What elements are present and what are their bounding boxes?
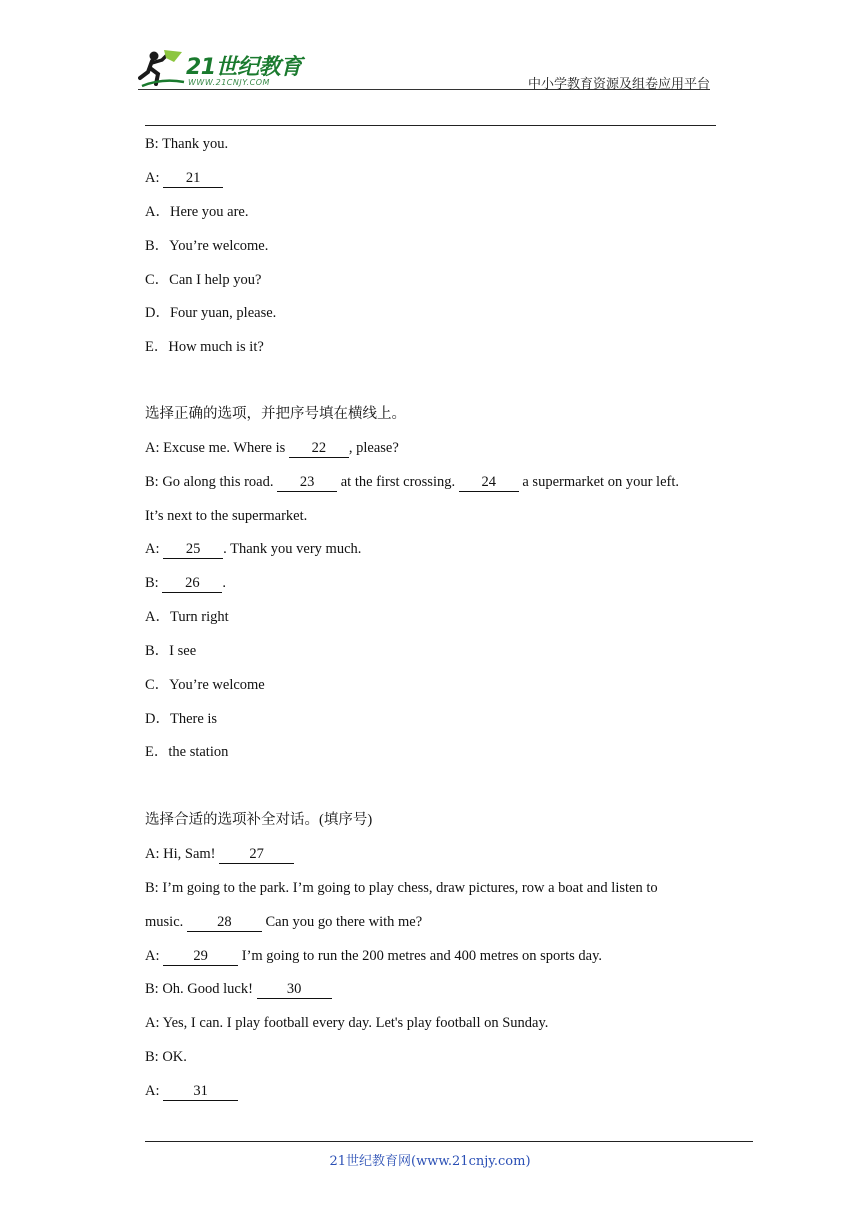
header-tagline: 中小学教育资源及组卷应用平台: [527, 77, 710, 92]
answer-blank-22[interactable]: 22: [289, 440, 349, 458]
option-item: A．Here you are.: [145, 204, 249, 220]
line-text: B:: [145, 575, 163, 591]
dialogue-line: [145, 946, 602, 966]
dialogue-line: [145, 472, 679, 492]
answer-blank-31[interactable]: 31: [163, 1083, 238, 1101]
footer-link[interactable]: 21世纪教育网(www.21cnjy.com): [329, 1154, 531, 1169]
option-item: D．There is: [145, 711, 218, 727]
line-text: A:: [145, 541, 164, 557]
line-text: , please?: [348, 440, 399, 456]
footer-rule: [145, 1141, 753, 1142]
dialogue-line: [145, 844, 294, 864]
answer-blank-29[interactable]: 29: [163, 948, 238, 966]
dialogue-line: [145, 168, 223, 188]
line-prefix: A:: [145, 170, 164, 186]
dialogue-line: It’s next to the supermarket.: [145, 508, 308, 524]
logo-title: 21世纪教育: [186, 55, 302, 80]
answer-blank-27[interactable]: 27: [219, 846, 294, 864]
option-item: B．You’re welcome.: [145, 238, 269, 254]
dialogue-line: B: I’m going to the park. I’m going to play chess, draw pictures, row a boat and listen to: [145, 880, 658, 896]
option-item: A．Turn right: [145, 609, 229, 625]
answer-blank-30[interactable]: 30: [257, 981, 332, 999]
content-top-rule: [145, 125, 716, 126]
dialogue-line: [145, 438, 399, 458]
line-text: .: [222, 575, 226, 591]
option-item: C．Can I help you?: [145, 272, 262, 288]
line-text: A: Hi, Sam!: [145, 846, 220, 862]
logo-url: WWW.21CNJY.COM: [188, 78, 270, 87]
option-item: D．Four yuan, please.: [145, 305, 277, 321]
section-instruction: 选择合适的选项补全对话。(填序号): [145, 812, 373, 828]
line-text: B: Go along this road.: [145, 474, 278, 490]
header-rule: [138, 89, 710, 90]
dialogue-line: [145, 912, 422, 932]
answer-blank-21[interactable]: 21: [163, 170, 223, 188]
dialogue-line: [145, 1081, 238, 1101]
line-text: music.: [145, 914, 187, 930]
line-text: A: Excuse me. Where is: [145, 440, 289, 456]
dialogue-line: [145, 539, 361, 559]
section-instruction: 选择正确的选项，并把序号填在横线上。: [145, 406, 406, 422]
line-text: A:: [145, 1083, 164, 1099]
dialogue-line: A: Yes, I can. I play football every day. Let's play football on Sunday.: [145, 1015, 549, 1031]
answer-blank-26[interactable]: 26: [162, 575, 222, 593]
line-text: I’m going to run the 200 metres and 400 metres on sports day.: [238, 948, 603, 964]
line-text: a supermarket on your left.: [518, 474, 679, 490]
line-text: A:: [145, 948, 164, 964]
dialogue-line: [145, 979, 332, 999]
dialogue-line: B: OK.: [145, 1049, 187, 1065]
answer-blank-25[interactable]: 25: [163, 541, 223, 559]
page-header: [0, 0, 860, 130]
option-item: B．I see: [145, 643, 197, 659]
dialogue-line: B: Thank you.: [145, 136, 229, 152]
option-item: E．the station: [145, 744, 229, 760]
answer-blank-23[interactable]: 23: [277, 474, 337, 492]
option-item: C．You’re welcome: [145, 677, 265, 693]
dialogue-line: [145, 573, 226, 593]
site-logo: [138, 44, 313, 92]
answer-blank-28[interactable]: 28: [187, 914, 262, 932]
line-text: at the first crossing.: [337, 474, 459, 490]
option-item: E．How much is it?: [145, 339, 264, 355]
runner-logo-icon: [138, 48, 186, 88]
line-text: B: Oh. Good luck!: [145, 981, 257, 997]
line-text: Can you go there with me?: [261, 914, 423, 930]
answer-blank-24[interactable]: 24: [459, 474, 519, 492]
line-text: . Thank you very much.: [223, 541, 362, 557]
